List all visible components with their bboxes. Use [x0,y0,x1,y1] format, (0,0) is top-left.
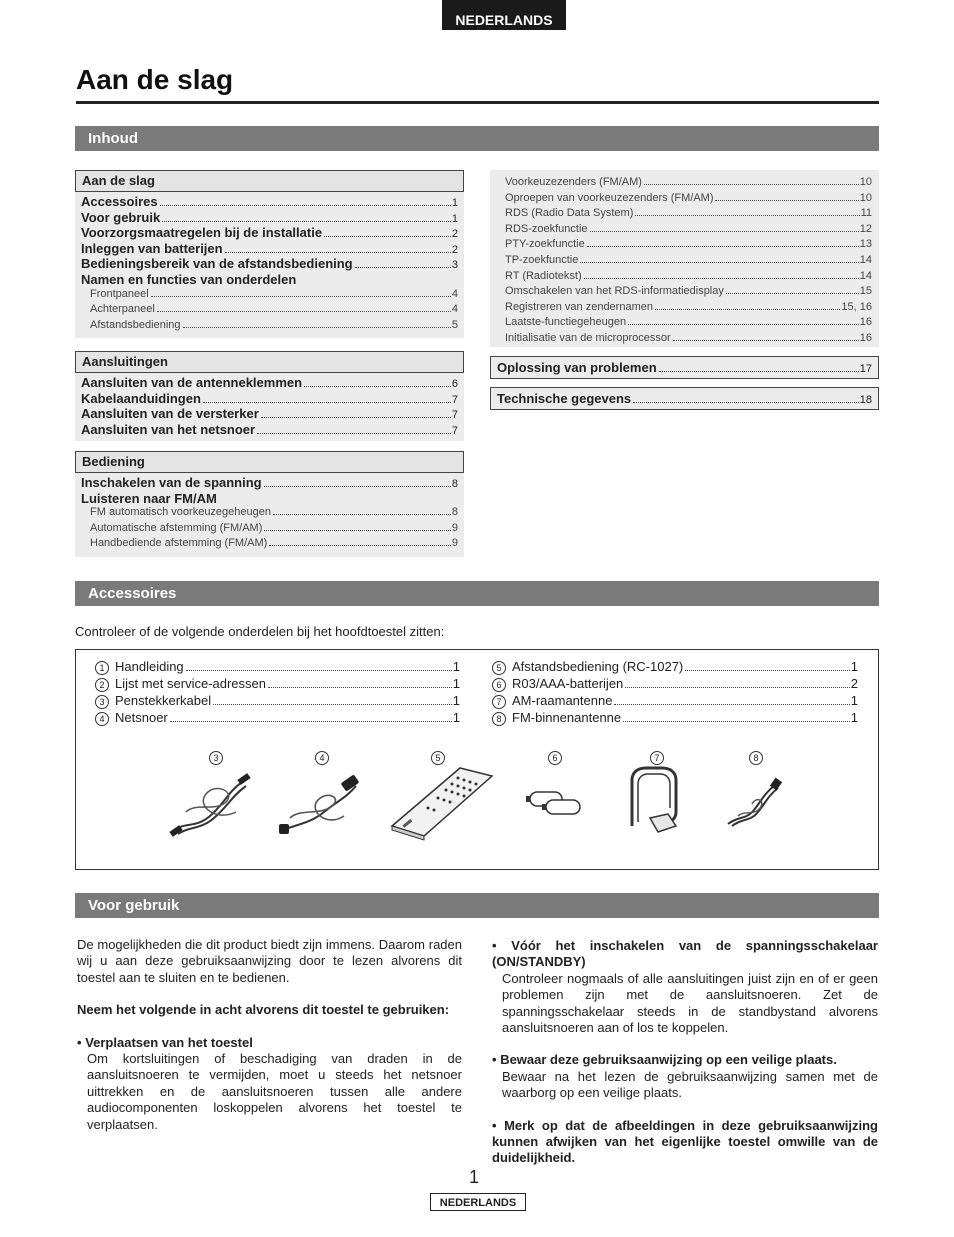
toc-item-label: Voorkeuzezenders (FM/AM) [505,176,642,188]
toc-item [81,537,458,553]
toc-item-page: 4 [451,303,458,316]
remote-control-illustration [388,766,498,842]
toc-item-label: FM automatisch voorkeuzegeheugen [90,506,271,519]
accessory-item [492,659,858,676]
toc-list [75,473,464,557]
toc-item-label: Oplossing van problemen [497,360,657,375]
toc-item-label: PTY-zoekfunctie [505,238,585,251]
accessory-quantity: 1 [452,693,460,708]
accessory-quantity: 1 [452,676,460,691]
accessories-intro: Controleer of de volgende onderdelen bij het hoofdtoestel zitten: [75,624,445,639]
toc-item-label: Namen en functies van onderdelen [81,271,297,287]
toc-leader [257,433,451,434]
toc-item [505,254,872,270]
toc-group-aan-de-slag [75,170,464,338]
am-loop-antenna-illustration [624,766,684,838]
toc-group-heading: Aansluitingen [75,351,464,373]
toc-leader [264,486,451,487]
toc-item [505,192,872,208]
toc-leader [225,252,451,253]
toc-item-page: 15, 16 [841,300,872,313]
accessory-quantity: 1 [452,659,460,674]
toc-item [81,241,458,257]
toc-list [75,192,464,338]
toc-item-page: 5 [451,318,458,331]
toc-item-label: Aansluiten van de antenneklemmen [81,375,303,390]
toc-item [81,225,458,241]
accessory-label: AM-raamantenne [512,693,613,708]
accessory-label: Afstandsbediening (RC-1027) [512,659,684,674]
toc-item-page: 9 [451,537,458,550]
toc-leader [628,324,859,325]
toc-item-label: Technische gegevens [497,391,632,406]
toc-item [81,506,458,522]
accessory-item [492,676,858,693]
toc-group-aansluitingen [75,351,464,441]
toc-leader [580,262,858,263]
toc-item-label: Laatste-functiegeheugen [505,316,627,329]
accessory-quantity: 1 [452,710,460,725]
usage-attention: Neem het volgende in acht alvorens dit toestel te gebruiken: [77,1002,450,1018]
toc-item-page: 3 [451,259,458,272]
accessory-leader [625,687,849,688]
toc-item-label: Oproepen van voorkeuzezenders (FM/AM) [505,191,714,204]
toc-list [75,373,464,441]
accessories-list-right [492,659,858,727]
toc-item-label: Automatische afstemming (FM/AM) [90,521,263,534]
toc-item-page: 1 [451,197,458,209]
usage-item [492,1118,878,1167]
toc-item [81,303,458,319]
toc-leader [633,402,859,403]
toc-item-label: Achterpaneel [90,303,155,316]
toc-item-oplossing [490,356,879,379]
accessory-number: 7 [492,693,512,709]
image-label: 3 [209,751,223,765]
toc-item-page: 2 [451,228,458,241]
toc-item-label: Voorzorgsmaatregelen bij de installatie [81,225,323,241]
toc-item-label: Aansluiten van het netsnoer [81,421,256,437]
toc-item [81,210,458,226]
toc-item-page: 14 [859,269,872,282]
toc-item-page: 7 [451,409,458,422]
usage-item [77,1035,462,1051]
footer-language-tag: NEDERLANDS [430,1193,526,1211]
toc-item-page: 16 [859,316,872,329]
accessory-leader [170,721,452,722]
toc-group-continued [490,170,879,347]
toc-item [505,176,872,192]
toc-leader [203,402,451,403]
toc-leader [261,417,451,418]
toc-item [81,491,458,507]
accessory-item [492,710,858,727]
toc-leader [673,340,859,341]
toc-leader [162,221,451,222]
toc-item [505,270,872,286]
image-label: 6 [548,751,562,765]
toc-item-page: 7 [451,393,458,406]
toc-item-label: Initialisatie van de microprocessor [505,331,671,344]
accessory-quantity: 1 [850,710,858,725]
image-label: 5 [431,751,445,765]
toc-item [505,316,872,332]
toc-leader [264,530,451,531]
usage-right-column [492,938,878,1167]
toc-item-page: 8 [451,506,458,519]
toc-item-page: 8 [451,478,458,490]
toc-item [81,319,458,335]
accessory-item [95,676,460,693]
accessory-quantity: 1 [850,693,858,708]
toc-item-page: 7 [451,424,458,437]
toc-item-label: Bedieningsbereik van de afstandsbediening [81,256,353,272]
toc-item-page: 11 [860,207,872,220]
toc-item [505,285,872,301]
toc-item-label: RDS-zoekfunctie [505,222,588,235]
power-cord-illustration [276,772,366,838]
toc-group-bediening [75,451,464,557]
accessory-number: 5 [492,659,512,675]
image-label: 4 [315,751,329,765]
accessory-number: 6 [492,676,512,692]
toc-leader [183,327,451,328]
toc-leader [715,200,858,201]
accessory-label: Handleiding [115,659,184,674]
page-title: Aan de slag [76,64,234,95]
toc-item-label: TP-zoekfunctie [505,253,579,266]
toc-item-page: 13 [859,238,872,251]
usage-item [492,1052,878,1068]
accessory-item [95,659,460,676]
toc-leader [655,309,840,310]
usage-left-column [77,937,462,1133]
toc-item-page: 12 [859,222,872,235]
accessory-leader [268,687,452,688]
toc-item [81,422,458,438]
toc-item [81,375,458,391]
toc-list [490,174,879,352]
accessory-leader [186,670,452,671]
toc-item-label: Omschakelen van het RDS-informatiedisplay [505,285,724,298]
toc-item-label: Handbediende afstemming (FM/AM) [90,537,268,550]
toc-item [81,475,458,491]
toc-item [505,238,872,254]
image-label: 8 [749,751,763,765]
toc-item-label: Voor gebruik [81,209,161,225]
section-header-inhoud: Inhoud [75,126,879,151]
accessory-label: Netsnoer [115,710,168,725]
toc-item-technische-gegevens [490,387,879,410]
toc-leader [157,311,451,312]
toc-item [81,272,458,288]
toc-item [505,301,872,317]
accessory-label: Lijst met service-adressen [115,676,266,691]
toc-leader [304,386,451,387]
accessory-number: 8 [492,710,512,726]
toc-item-page: 9 [451,521,458,534]
accessories-box [75,649,879,870]
toc-item-page: 17 [859,363,872,375]
usage-item-heading: Merk op dat de afbeeldingen in deze gebruiksaanwijzing kunnen afwijken van het eigenlijke toestel omwille van de duidelijkheid. [492,1117,878,1166]
toc-item-label: Inschakelen van de spanning [81,475,262,490]
usage-item-heading: Verplaatsen van het toestel [85,1034,253,1050]
toc-group-heading: Aan de slag [75,170,464,192]
accessory-item [95,710,460,727]
toc-leader [273,514,451,515]
usage-intro: De mogelijkheden die dit product biedt zijn immens. Daarom raden wij u aan deze gebruiksaanwijzing door te lezen alvorens dit toestel aan te sluiten en te bedienen. [77,937,462,985]
toc-leader [635,215,859,216]
accessory-number: 3 [95,693,115,709]
accessory-item [95,693,460,710]
toc-item-label: Aansluiten van de versterker [81,406,259,422]
usage-item-heading: Bewaar deze gebruiksaanwijzing op een veilige plaats. [500,1052,837,1068]
accessory-quantity: 2 [850,676,858,691]
toc-leader [644,184,859,185]
toc-item-label: RT (Radiotekst) [505,269,582,282]
toc-item-page: 2 [451,243,458,256]
usage-item [492,938,878,971]
toc-item-label: RDS (Radio Data System) [505,207,634,220]
batteries-illustration [524,784,588,820]
title-divider [76,101,879,104]
toc-item-label: Afstandsbediening [90,318,181,331]
toc-item [505,223,872,239]
accessory-number: 4 [95,710,115,726]
toc-leader [584,278,859,279]
section-header-voor-gebruik: Voor gebruik [75,893,879,918]
toc-leader [324,236,451,237]
toc-item [505,332,872,348]
accessory-label: R03/AAA-batterijen [512,676,624,691]
toc-item [505,207,872,223]
accessory-leader [623,721,850,722]
toc-leader [726,293,859,294]
toc-item-page: 14 [859,253,872,266]
accessory-quantity: 1 [850,659,858,674]
accessory-label: FM-binnenantenne [512,710,622,725]
toc-leader [587,246,859,247]
image-label: 7 [650,751,664,765]
usage-item-heading: Vóór het inschakelen van de spanningsschakelaar (ON/STANDBY) [492,938,878,970]
accessory-item [492,693,858,710]
page-number: 1 [469,1167,480,1187]
toc-leader [160,205,451,206]
toc-item-label: Frontpaneel [90,287,149,300]
toc-item-page: 15 [859,285,872,298]
toc-leader [269,545,451,546]
accessory-leader [685,670,849,671]
toc-item-page: 4 [451,287,458,300]
accessory-label: Penstekkerkabel [115,693,212,708]
toc-leader [355,267,451,268]
toc-item-page: 18 [859,394,872,406]
accessory-leader [213,704,452,705]
toc-item [81,194,458,210]
bullet: • [492,1052,497,1068]
accessories-list-left [95,659,460,727]
toc-item [81,522,458,538]
usage-item-body: Bewaar na het lezen de gebruiksaanwijzing samen met de waarborg op een veilige plaats. [502,1068,878,1101]
toc-item [81,288,458,304]
toc-item-label: Luisteren naar FM/AM [81,490,217,506]
toc-item-label: Kabelaanduidingen [81,390,201,406]
toc-item-page: 6 [451,378,458,390]
toc-item [81,256,458,272]
toc-item-page: 10 [859,176,872,188]
accessory-leader [614,704,849,705]
bullet: • [492,938,497,953]
toc-item-page: 1 [451,212,458,225]
bullet: • [77,1034,82,1050]
section-header-accessoires: Accessoires [75,581,879,606]
pin-plug-cable-illustration [166,772,256,838]
toc-group-heading: Bediening [75,451,464,473]
toc-leader [659,371,859,372]
toc-item [81,406,458,422]
usage-item-body: Controleer nogmaals of alle aansluitingen juist zijn en of er geen problemen zijn met de aansluitsnoeren. Zet de spanningsschakelaar steeds in de standbystand alvorens aansluitsnoeren aan of los te koppelen. [502,970,878,1036]
usage-item-body: Om kortsluitingen of beschadiging van draden in de aansluitsnoeren te vermijden, moet u steeds het netsnoer uittrekken en de aansluitsnoeren tussen alle andere audiocomponenten loskoppelen alvorens het toestel te verplaatsen. [87,1051,462,1132]
toc-item-page: 16 [859,331,872,344]
toc-item [81,391,458,407]
bullet: • [492,1117,497,1133]
toc-leader [590,231,859,232]
toc-item-label: Inleggen van batterijen [81,240,223,256]
toc-leader [151,296,451,297]
language-tab: NEDERLANDS [442,0,566,30]
toc-item-label: Registreren van zendernamen [505,300,653,313]
toc-item-page: 10 [859,191,872,204]
toc-item-label: Accessoires [81,194,158,209]
accessory-number: 1 [95,659,115,675]
fm-indoor-antenna-illustration [724,776,784,832]
accessory-number: 2 [95,676,115,692]
